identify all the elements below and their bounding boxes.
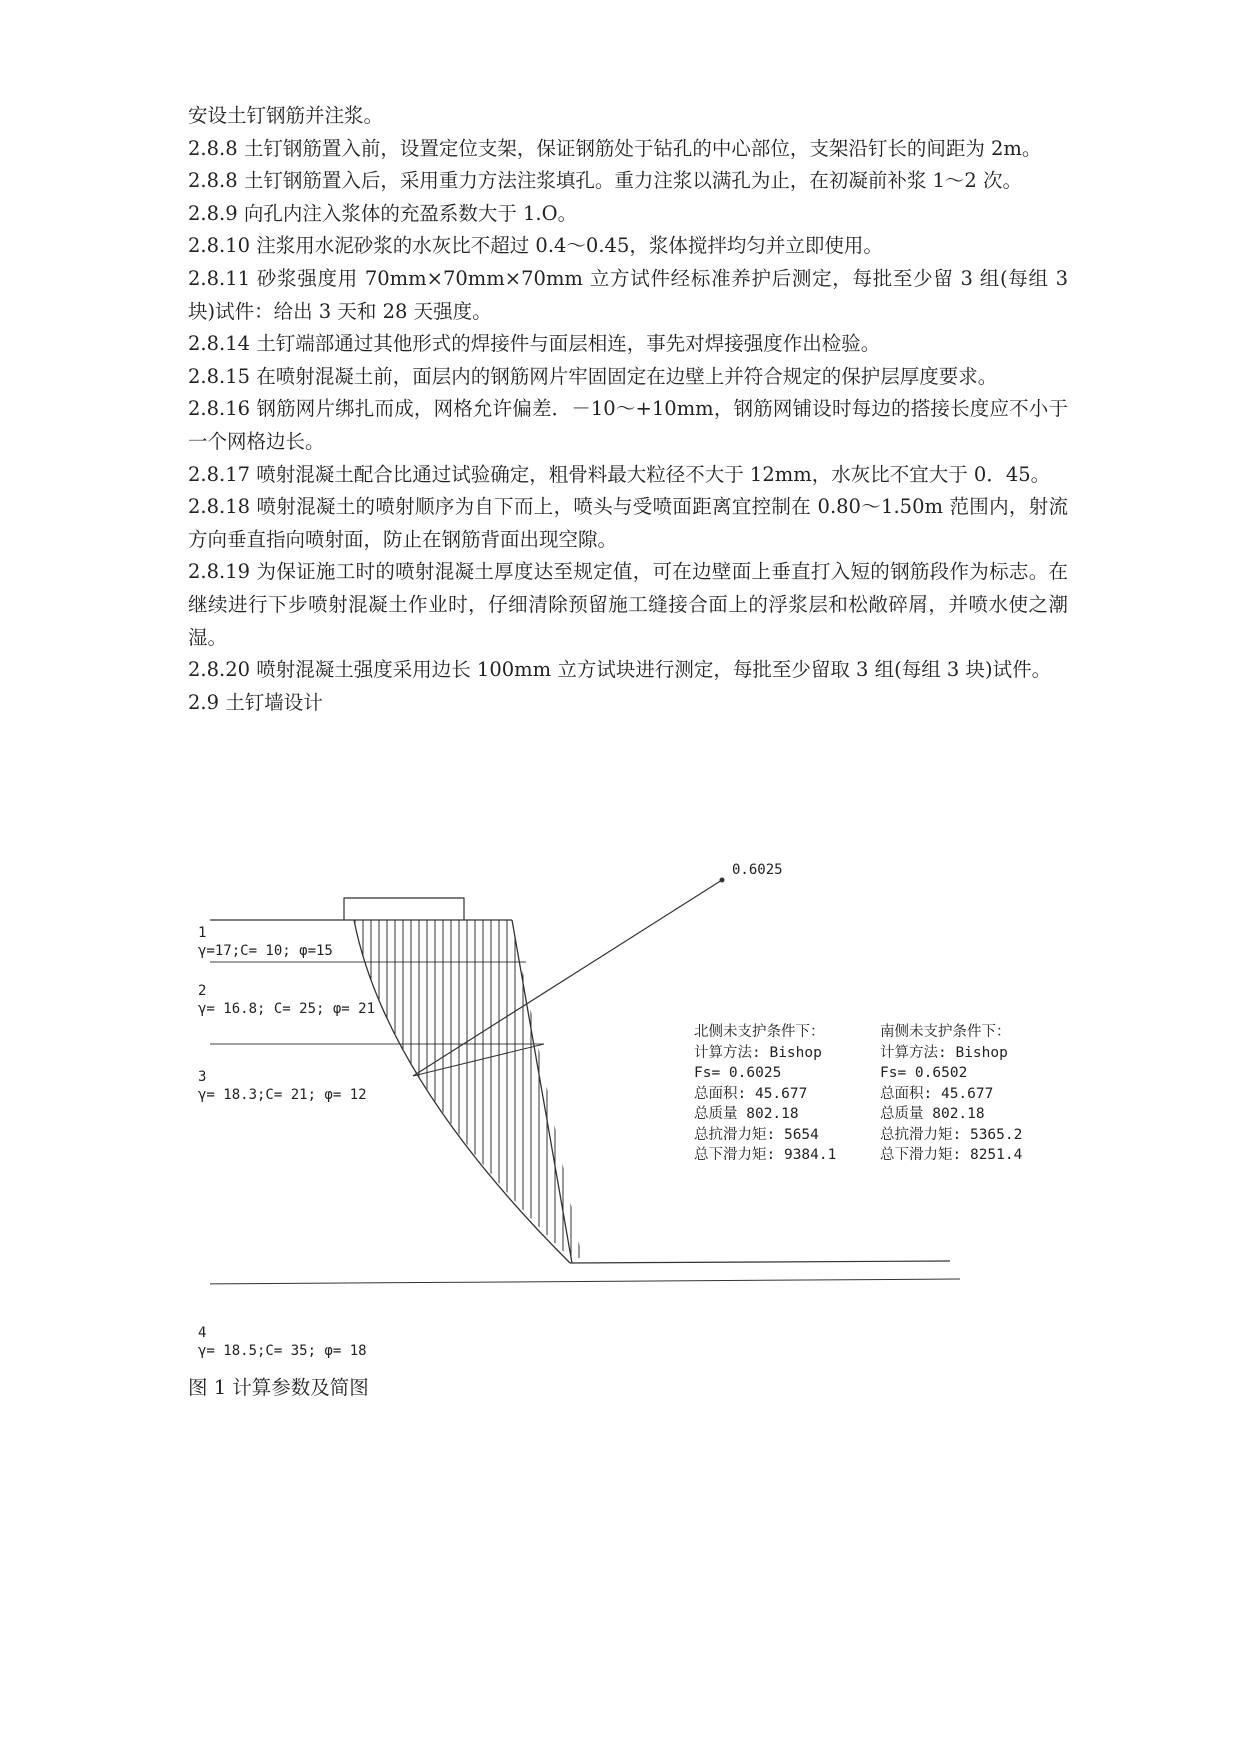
north-results xyxy=(694,1022,836,1166)
layer-boundary-3 xyxy=(210,1279,960,1284)
sliding-mass-hatch xyxy=(350,918,590,1263)
south-fs: Fs= 0.6502 xyxy=(880,1065,968,1081)
south-resisting-moment: 总抗滑力矩: 5365.2 xyxy=(880,1126,1023,1143)
layer-3-params: γ= 18.3;C= 21; φ= 12 xyxy=(198,1087,367,1103)
north-sliding-moment: 总下滑力矩: 9384.1 xyxy=(694,1147,837,1163)
fs-label: 0.6025 xyxy=(732,862,783,878)
paragraph: 2.8.18 喷射混凝土的喷射顺序为自下而上，喷头与受喷面距离宜控制在 0.80～1.50m 范围内，射流方向垂直指向喷射面，防止在钢筋背面出现空隙。 xyxy=(188,495,1068,551)
south-method: 计算方法: Bishop xyxy=(880,1044,1008,1061)
layer-2-params: γ= 16.8; C= 25; φ= 21 xyxy=(198,1001,376,1017)
north-mass: 总质量 802.18 xyxy=(694,1106,799,1122)
paragraph: 2.8.11 砂浆强度用 70mm×70mm×70mm 立方试件经标准养护后测定，每批至少留 3 组(每组 3 块)试件：给出 3 天和 28 天强度。 xyxy=(188,266,1068,323)
north-fs: Fs= 0.6025 xyxy=(694,1065,782,1081)
south-mass: 总质量 802.18 xyxy=(880,1106,985,1122)
south-title: 南侧未支护条件下： xyxy=(880,1024,1011,1040)
layer-2-number: 2 xyxy=(198,983,207,999)
paragraph: 2.8.8 土钉钢筋置入前，设置定位支架，保证钢筋处于钻孔的中心部位，支架沿钉长的间距为 2m。 xyxy=(188,136,1042,160)
paragraph: 2.8.16 钢筋网片绑扎而成，网格允许偏差．－10～+10mm，钢筋网铺设时每边的搭接长度应不小于一个网格边长。 xyxy=(188,397,1068,453)
paragraph: 2.8.8 土钉钢筋置入后，采用重力方法注浆填孔。重力注浆以满孔为止，在初凝前补浆 1～2 次。 xyxy=(188,169,1023,193)
north-resisting-moment: 总抗滑力矩: 5654 xyxy=(694,1126,819,1143)
layer-1-params: γ=17;C= 10; φ=15 xyxy=(198,943,333,959)
paragraph: 2.8.17 喷射混凝土配合比通过试验确定，粗骨料最大粒径不大于 12mm，水灰比不宜大于 0．45。 xyxy=(188,462,1051,486)
paragraph: 2.8.15 在喷射混凝土前，面层内的钢筋网片牢固固定在边壁上并符合规定的保护层厚度要求。 xyxy=(188,364,998,388)
north-title: 北侧未支护条件下： xyxy=(694,1024,825,1040)
layer-1-number: 1 xyxy=(198,925,207,941)
south-area: 总面积: 45.677 xyxy=(880,1085,994,1102)
slope-stability-figure xyxy=(198,858,1060,1368)
excavation-base-line xyxy=(570,1261,950,1263)
layer-3-number: 3 xyxy=(198,1069,207,1085)
paragraph: 2.8.20 喷射混凝土强度采用边长 100mm 立方试块进行测定，每批至少留取 3 组(每组 3 块)试件。 xyxy=(188,658,1052,682)
body-text xyxy=(188,100,1068,719)
layer-4-number: 4 xyxy=(198,1325,207,1341)
circle-center-point xyxy=(720,878,725,883)
layer-4-params: γ= 18.5;C= 35; φ= 18 xyxy=(198,1343,367,1359)
north-area: 总面积: 45.677 xyxy=(694,1085,808,1102)
paragraph: 2.8.19 为保证施工时的喷射混凝土厚度达至规定值，可在边壁面上垂直打入短的钢筋段作为标志。在继续进行下步喷射混凝土作业时，仔细清除预留施工缝接合面上的浮浆层和松敞碎屑，并喷水使之潮湿。 xyxy=(188,560,1068,649)
surcharge-block xyxy=(344,898,464,920)
paragraph: 2.8.10 注浆用水泥砂浆的水灰比不超过 0.4～0.45，浆体搅拌均匀并立即使用。 xyxy=(188,234,883,258)
south-sliding-moment: 总下滑力矩: 8251.4 xyxy=(880,1147,1023,1163)
figure-caption: 图 1 计算参数及简图 xyxy=(188,1376,369,1399)
paragraph: 安设土钉钢筋并注浆。 xyxy=(188,104,384,127)
paragraph: 2.8.9 向孔内注入浆体的充盈系数大于 1.O。 xyxy=(188,201,578,225)
south-results xyxy=(880,1022,1022,1166)
paragraph: 2.8.14 土钉端部通过其他形式的焊接件与面层相连，事先对焊接强度作出检验。 xyxy=(188,332,881,356)
section-heading: 2.9 土钉墙设计 xyxy=(188,690,323,714)
north-method: 计算方法: Bishop xyxy=(694,1044,822,1061)
